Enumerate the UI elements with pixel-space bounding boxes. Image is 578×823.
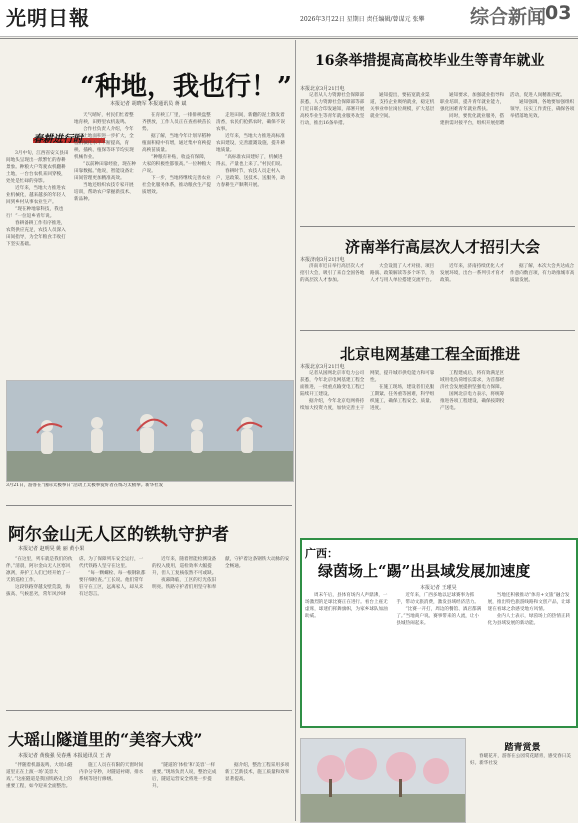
page-number: 03 <box>545 2 572 24</box>
blossom-photo <box>300 738 466 823</box>
right-low-story-byline: 本报北京3月21日电 <box>300 364 345 370</box>
right-top-story-byline: 本报北京3月21日电 <box>300 86 345 92</box>
right-top-story-title: 16条举措提高高校毕业生等青年就业 <box>315 53 545 69</box>
left-mid-story-body: “在这里，列车就是我们的伙伴。”清晨，阿尔金山无人区寒风凛冽，养护工人们已经开始了一天的巡检工作。 这段铁路穿越戈壁荒漠，海拔高、气候恶劣，常年风沙肆虐。为了保障列车安全运行，一代代铁路人坚守在这里。 “每一颗螺栓、每一根钢轨都要仔细检查。”工长说。他们常年驻守在工区，远离家人，却从未有过怨言。 近年来，随着智能检测设备的投入使用，巡检效率大幅提升，但人工复核依然不可或缺。 夜幕降临，工区的灯光依旧明亮。铁路守护者们用坚守和奉献，守护着这条钢铁大动脉的安全畅通。 <box>6 557 290 597</box>
guangxi-story-body: 周末午后，县体育场内人声鼎沸，一场激烈的足球比赛正在进行。看台上座无虚席，球迷们挥舞旗帜，为家乡球队加油助威。 近年来，广西多地以足球赛事为抓手，带动文旅消费，激发县域经济活力。 “比赛一开打，周边的餐馆、酒店都满了。”当地商户说。赛事带来的人流，让小县城热闹起来。 当地还积极推动“体育+文旅”融合发展，推出特色旅游线路和文创产品，让球迷在看球之余感受地方风情。 业内人士表示，绿茵场上的热情正转化为县域发展的新动能。 <box>305 593 571 626</box>
guangxi-region-label: 广西： <box>305 547 338 560</box>
right-mid-story-byline: 本报济南3月21日电 <box>300 257 345 263</box>
main-story-title: “种地，我也行！” <box>80 72 292 102</box>
left-low-story-body: “伴随着机器轰鸣，大瑶山隧道里正在上演一场‘美容大戏’。”这座隧道是我国铁路史上的重要工程，如今迎来全面整治。 施工人员在有限的天窗时间内争分夺秒，对隧道衬砌、排水系统等进行修缮。 “隧道的‘体检’和‘美容’一样重要。”现场负责人说，整治完成后，隧道运营安全将进一步提升。 据介绍，整治工程采用多项新工艺新技术，施工质量和效率显著提高。 <box>6 763 290 789</box>
left-mid-story-byline: 本报记者 赵明昊 姚 丽 黄小果 <box>18 546 85 552</box>
dateline: 2026年3月22日 星期日 责任编辑/曾谋元 张攀 <box>300 16 425 23</box>
kicker: 春耕进行时 <box>33 134 83 145</box>
right-mid-story-body: 济南市近日举行高层次人才招引大会，吸引了来自全国各地的高层次人才参加。 大会设置了人才对接、项目路演、政策解读等多个环节，为人才与用人单位搭建交流平台。 近年来，济南持续优化人才发展环境，出台一系列引才育才政策。 据了解，本次大会共达成合作意向数百项，有力助推城市高质量发展。 <box>300 264 575 283</box>
main-story-byline: 本报记者 胡晓军 本报通讯员 蒋 斌 <box>110 101 187 107</box>
main-story-col-3: 在育秧工厂里，一排排秧盘整齐摆放，工作人员正在查看秧苗长势。 据了解，当地今年计划早稻种植面积稳中有增，通过集中育秧提高秧苗质量。 “种粮有补贴，收益有保障，大家的积极性都很高。”一位种粮大户说。 下一步，当地将继续完善农业社会化服务体系，推动粮食生产提质增效。 <box>142 113 211 195</box>
top-rule <box>0 38 578 39</box>
left-low-story-byline: 本报记者 黄俊强 吴春燕 本报通讯员 王 涛 <box>18 753 111 759</box>
column-divider <box>295 40 296 821</box>
guangxi-story-byline: 本报记者 王瑾昊 <box>420 585 457 591</box>
guangxi-story-title: 绿茵场上“踢”出县域发展加速度 <box>318 562 531 580</box>
divider <box>300 330 575 331</box>
section-title: 综合新闻 <box>470 6 547 28</box>
main-story-col-1: 3月中旬，江西省安义县田间地头呈现出一派繁忙的春耕景象。种粮大户驾驶农机翻耕土地，一台台农机来回穿梭，处处是忙碌的身影。 近年来，当地大力推进农业机械化，越来越多的年轻人回到乡村从事农业生产。 “现在种地靠科技，我也行！”一位返乡青年说。 春耕备耕工作有序推进，农资供应充足，农技人员深入田间指导，为全年粮食丰收打下坚实基础。 <box>6 151 69 247</box>
right-low-story-title: 北京电网基建工程全面推进 <box>340 345 521 363</box>
side-photo-label: 踏青赏景 <box>504 743 541 753</box>
photo-caption: 3月21日，游客在“国际太极拳日”活动上太极拳爱好者在练习太极拳。新华社发 <box>6 483 164 488</box>
taichi-photo <box>6 380 294 482</box>
divider <box>6 710 292 711</box>
main-story-col-4: 走进田间，新翻的泥土散发着清香，农民们抢抓农时，确保不误农事。 近年来，当地大力推进高标准农田建设，完善灌溉设施，提升耕地质量。 “高标准农田建好了，机械进得去，产量也上来了。”村民们说。 春耕时节，农技人员走村入户，送政策、送技术、送服务，助力春耕生产顺利开展。 <box>216 113 285 188</box>
right-top-story-body: 记者从人力资源社会保障部获悉，人力资源社会保障部等部门近日联合印发通知，部署开展高校毕业生等青年就业服务攻坚行动，推出16条举措。 通知提出，要拓宽就业渠道，支持企业吸纳就业，稳定机关事业单位岗位规模，扩大基层就业空间。 通知要求，加强就业指导和职业培训，提升青年就业能力，强化困难青年就业帮扶。 同时，要优化就业服务，搭建供需对接平台，组织开展招聘活动，促进人岗精准匹配。 通知强调，各地要加强组织领导，压实工作责任，确保各项举措落地见效。 <box>300 93 575 126</box>
left-mid-story-title: 阿尔金山无人区的铁轨守护者 <box>8 525 229 545</box>
newspaper-logo: 光明日報 <box>6 6 90 30</box>
divider <box>300 226 575 227</box>
side-photo-caption: 春暖花开，游客在公园赏花踏青，感受春日美好。新华社发 <box>470 754 571 766</box>
divider <box>6 505 292 506</box>
main-story-col-2: 天气晴好，村民们忙着整地育秧，田野里农机轰鸣。 合作社负责人介绍，今年流转土地面积进一步扩大，全程机械化水平不断提高，育秧、插秧、植保等环节均实现机械作业。 “以前种田靠经验，现在种田靠数据。”他说，智能设备让田间管理更加精准高效。 当地还组织农技专家开展培训，帮助农户掌握新技术、新品种。 <box>74 113 136 202</box>
right-low-story-body: 记者从国网北京市电力公司获悉，今年北京电网基建工程全面推进，一批重点输变电工程已陆续开工建设。 据介绍，今年北京电网将持续加大投资力度，加快完善主干网架，提升城市供电能力和可靠性。 在施工现场，建设者们克服工期紧、任务重等困难，科学组织施工，确保工程安全、质量、进度。 工程建成后，将有效满足区域用电负荷增长需求，为首都经济社会发展提供坚强电力保障。 国网北京电力表示，将统筹推进各项工程建设，确保按期投产送电。 <box>300 371 505 411</box>
left-low-story-title: 大瑶山隧道里的“美容大戏” <box>8 730 203 749</box>
side-photo-box <box>470 740 575 820</box>
right-mid-story-title: 济南举行高层次人才招引大会 <box>345 238 541 256</box>
